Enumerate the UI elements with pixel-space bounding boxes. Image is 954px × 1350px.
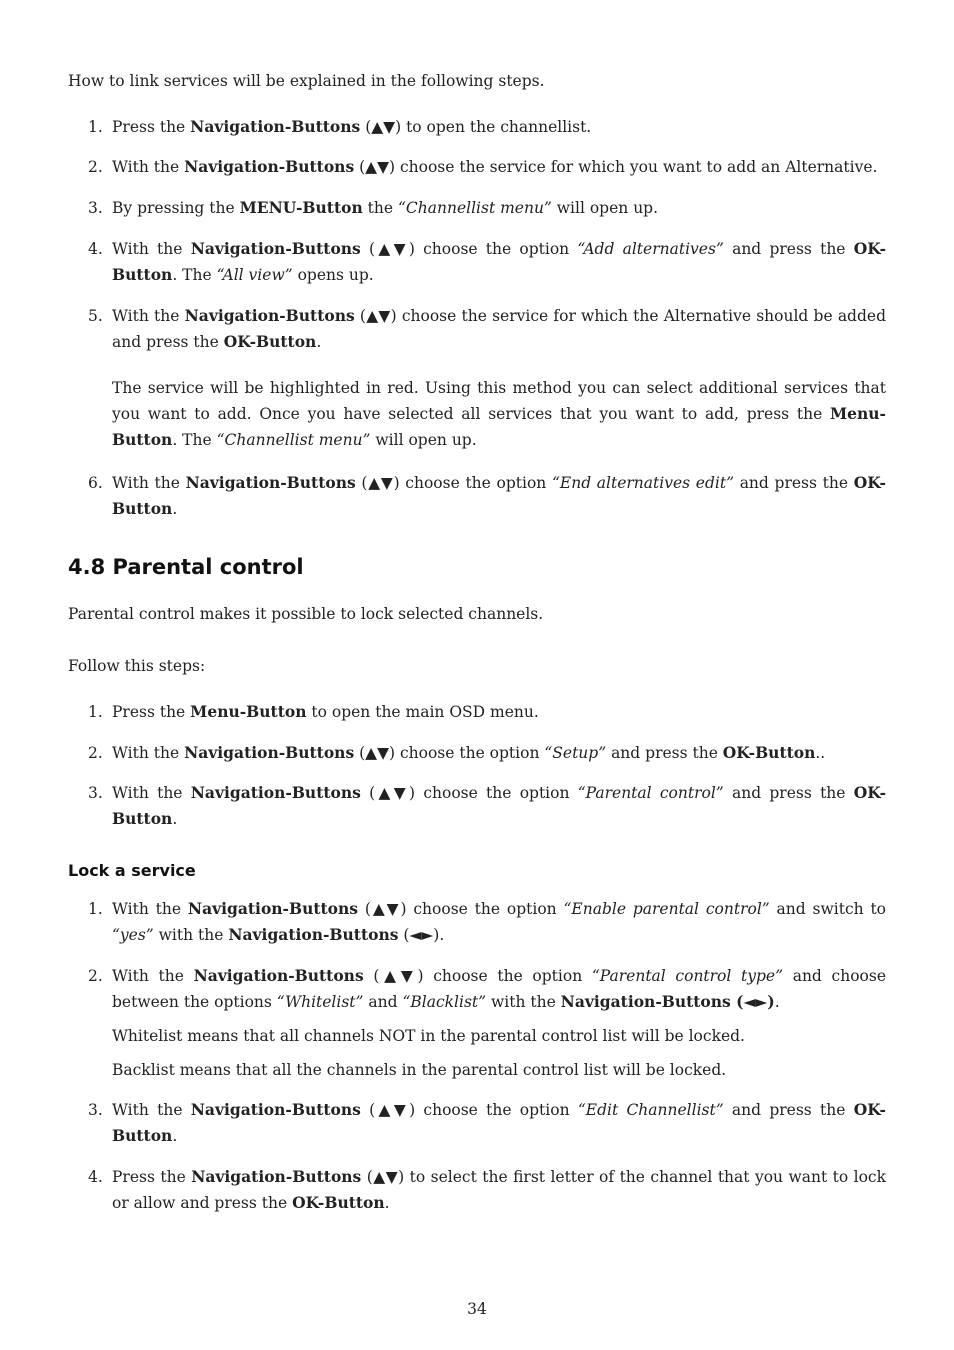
list-item: 4. With the Navigation-Buttons (▲▼) choose the option “Add alternatives” and press the OK-Button. The “All view” opens up.: [88, 239, 886, 284]
list-item: 3. With the Navigation-Buttons (▲▼) choose the option “Parental control” and press the OK-Button.: [88, 783, 886, 828]
list-item: 2. With the Navigation-Buttons (▲▼) choose the option “Setup” and press the OK-Button..: [88, 743, 826, 762]
link-services-steps: [68, 154, 886, 180]
lock-service-steps: [68, 896, 886, 948]
list-item: 3. By pressing the MENU-Button the “Channellist menu” will open up.: [88, 198, 659, 217]
list-item: 6. With the Navigation-Buttons (▲▼) choose the option “End alternatives edit” and press the OK-Button.: [88, 473, 886, 518]
lock-service-steps: [68, 1164, 886, 1216]
list-item: 1. Press the Menu-Button to open the main OSD menu.: [88, 702, 539, 721]
parental-steps: [68, 740, 886, 766]
list-item: 5. With the Navigation-Buttons (▲▼) choose the service for which the Alternative should be added and press the OK-Button. The service will be highlighted in red. Using this method you can select additional services that you want to add. Once you have selected all services that you want to add, press the Menu-Button. The “Channellist menu” will open up.: [68, 303, 886, 453]
parental-steps: [68, 699, 886, 725]
link-services-steps: [68, 303, 886, 453]
link-services-steps: [68, 470, 886, 522]
link-services-steps: [68, 114, 886, 140]
lock-service-steps: [68, 963, 886, 1083]
list-item-note: The service will be highlighted in red. Using this method you can select additional services that you want to add. Once you have selected all services that you want to add, press the Menu-Button. The “Channellist menu” will open up.: [112, 379, 886, 449]
list-item: 2. With the Navigation-Buttons (▲▼) choose the service for which you want to add an Alternative.: [88, 157, 878, 176]
section-heading: 4.8 Parental control: [68, 555, 304, 579]
list-item: 1. With the Navigation-Buttons (▲▼) choose the option “Enable parental control” and switch to “yes” with the Navigation-Buttons (◄►).: [88, 899, 887, 944]
list-item: 2. With the Navigation-Buttons (▲▼) choose the option “Parental control type” and choose between the options “Whitelist” and “Blacklist” with the Navigation-Buttons (◄►). Whitelist means that all channels NOT in the parental control list will be locked. Backlist means that all the channels in the parental control list will be locked.: [68, 963, 886, 1083]
parental-steps: [68, 780, 886, 832]
intro-paragraph: How to link services will be explained in the following steps.: [68, 72, 545, 90]
follow-steps-text: Follow this steps:: [68, 657, 206, 675]
link-services-steps: [68, 236, 886, 288]
list-item: 1. Press the Navigation-Buttons (▲▼) to open the channellist.: [88, 117, 592, 136]
blacklist-note: Backlist means that all the channels in the parental control list will be locked.: [112, 1061, 727, 1079]
link-services-steps: [68, 195, 886, 221]
lock-service-steps: [68, 1097, 886, 1149]
subsection-heading: Lock a service: [68, 861, 196, 880]
page-number: 34: [467, 1300, 487, 1318]
list-item: 4. Press the Navigation-Buttons (▲▼) to select the first letter of the channel that you want to lock or allow and press the OK-Button.: [88, 1167, 886, 1212]
list-item: 3. With the Navigation-Buttons (▲▼) choose the option “Edit Channellist” and press the OK-Button.: [88, 1100, 886, 1145]
parental-intro: Parental control makes it possible to lock selected channels.: [68, 605, 544, 623]
whitelist-note: Whitelist means that all channels NOT in the parental control list will be locked.: [112, 1027, 745, 1045]
